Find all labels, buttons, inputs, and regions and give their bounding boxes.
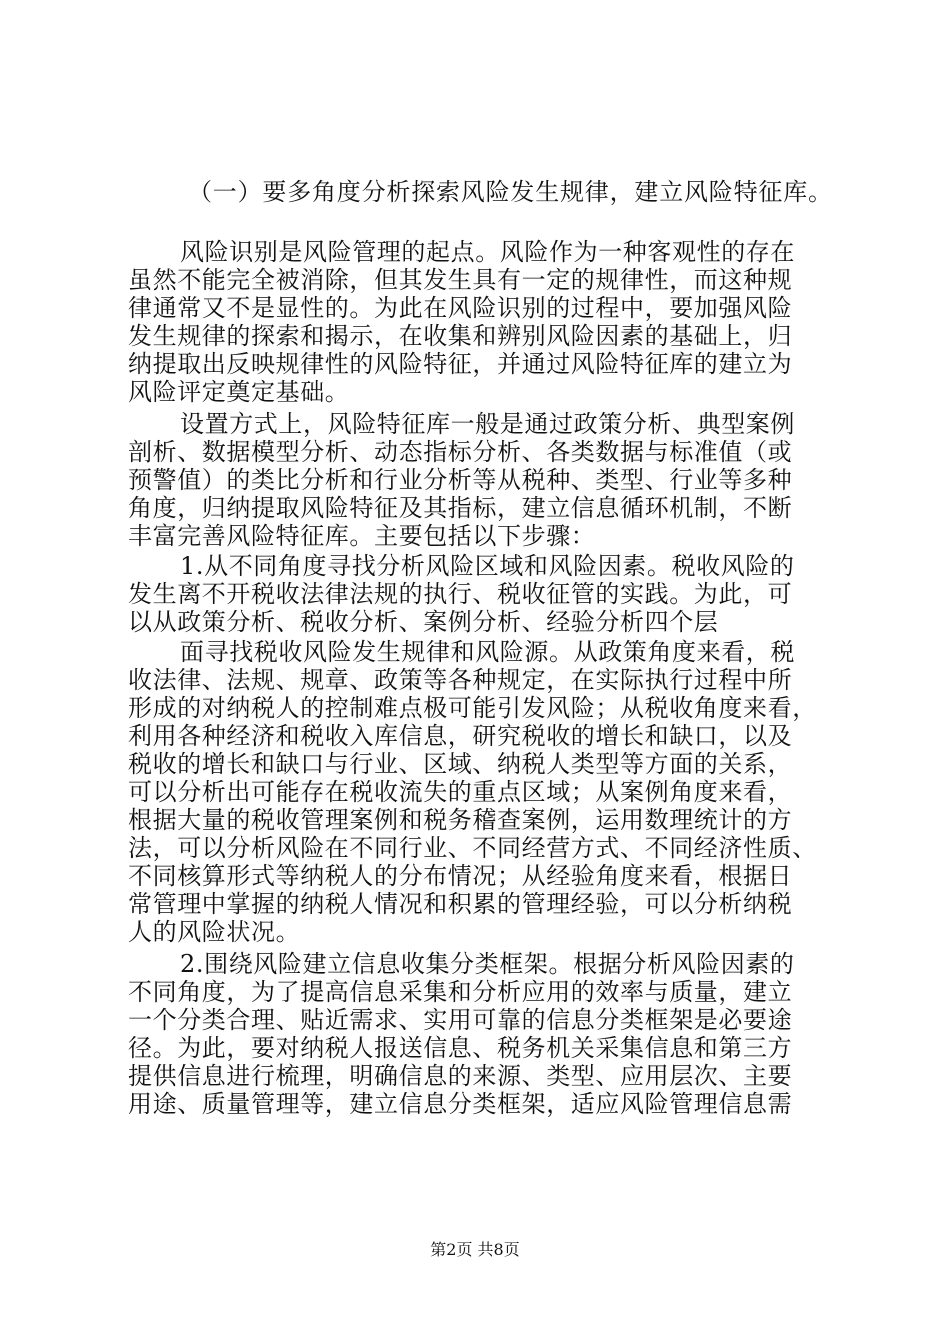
paragraph-1-line-6: 风险评定奠定基础。 bbox=[128, 378, 350, 406]
paragraph-4-line-9: 不同核算形式等纳税人的分布情况；从经验角度来看，根据日 bbox=[128, 862, 793, 890]
paragraph-5-line-3: 一个分类合理、贴近需求、实用可靠的信息分类框架是必要途 bbox=[128, 1006, 793, 1034]
paragraph-1-line-1: 风险识别是风险管理的起点。风险作为一种客观性的存在 bbox=[180, 238, 795, 266]
paragraph-4-line-10: 常管理中掌握的纳税人情况和积累的管理经验，可以分析纳税 bbox=[128, 890, 793, 918]
paragraph-5-line-5: 提供信息进行梳理，明确信息的来源、类型、应用层次、主要 bbox=[128, 1062, 793, 1090]
paragraph-5-line-2: 不同角度，为了提高信息采集和分析应用的效率与质量，建立 bbox=[128, 978, 793, 1006]
paragraph-4-line-3: 形成的对纳税人的控制难点极可能引发风险；从税收角度来看， bbox=[128, 694, 817, 722]
paragraph-1-line-3: 律通常又不是显性的。为此在风险识别的过程中，要加强风险 bbox=[128, 294, 793, 322]
page-number-footer: 第2页 共8页 bbox=[430, 1240, 520, 1259]
paragraph-5-line-6: 用途、质量管理等，建立信息分类框架，适应风险管理信息需 bbox=[128, 1090, 793, 1118]
paragraph-1-line-2: 虽然不能完全被消除，但其发生具有一定的规律性，而这种规 bbox=[128, 266, 793, 294]
section-heading: （一）要多角度分析探索风险发生规律，建立风险特征库。 bbox=[188, 178, 833, 206]
paragraph-2-line-4: 角度，归纳提取风险特征及其指标，建立信息循环机制，不断 bbox=[128, 494, 793, 522]
paragraph-3-line-1: 1.从不同角度寻找分析风险区域和风险因素。税收风险的 bbox=[180, 552, 795, 580]
paragraph-1-line-5: 纳提取出反映规律性的风险特征，并通过风险特征库的建立为 bbox=[128, 350, 793, 378]
paragraph-2-line-3: 预警值）的类比分析和行业分析等从税种、类型、行业等多种 bbox=[128, 466, 793, 494]
paragraph-4-line-2: 收法律、法规、规章、政策等各种规定，在实际执行过程中所 bbox=[128, 666, 793, 694]
paragraph-2-line-5: 丰富完善风险特征库。主要包括以下步骤： bbox=[128, 522, 596, 550]
paragraph-3-line-3: 以从政策分析、税收分析、案例分析、经验分析四个层 bbox=[128, 608, 719, 636]
paragraph-3-line-2: 发生离不开税收法律法规的执行、税收征管的实践。为此，可 bbox=[128, 580, 793, 608]
paragraph-4-line-4: 利用各种经济和税收入库信息，研究税收的增长和缺口，以及 bbox=[128, 722, 793, 750]
paragraph-1-line-4: 发生规律的探索和揭示，在收集和辨别风险因素的基础上，归 bbox=[128, 322, 793, 350]
paragraph-2-line-1: 设置方式上，风险特征库一般是通过政策分析、典型案例 bbox=[180, 410, 795, 438]
paragraph-4-line-6: 可以分析出可能存在税收流失的重点区域；从案例角度来看， bbox=[128, 778, 793, 806]
paragraph-5-line-1: 2.围绕风险建立信息收集分类框架。根据分析风险因素的 bbox=[180, 950, 795, 978]
paragraph-4-line-7: 根据大量的税收管理案例和税务稽查案例，运用数理统计的方 bbox=[128, 806, 793, 834]
paragraph-5-line-4: 径。为此，要对纳税人报送信息、税务机关采集信息和第三方 bbox=[128, 1034, 793, 1062]
paragraph-4-line-8: 法，可以分析风险在不同行业、不同经营方式、不同经济性质、 bbox=[128, 834, 817, 862]
paragraph-2-line-2: 剖析、数据模型分析、动态指标分析、各类数据与标准值（或 bbox=[128, 438, 793, 466]
paragraph-4-line-1: 面寻找税收风险发生规律和风险源。从政策角度来看，税 bbox=[180, 638, 795, 666]
paragraph-4-line-11: 人的风险状况。 bbox=[128, 918, 301, 946]
paragraph-4-line-5: 税收的增长和缺口与行业、区域、纳税人类型等方面的关系， bbox=[128, 750, 793, 778]
